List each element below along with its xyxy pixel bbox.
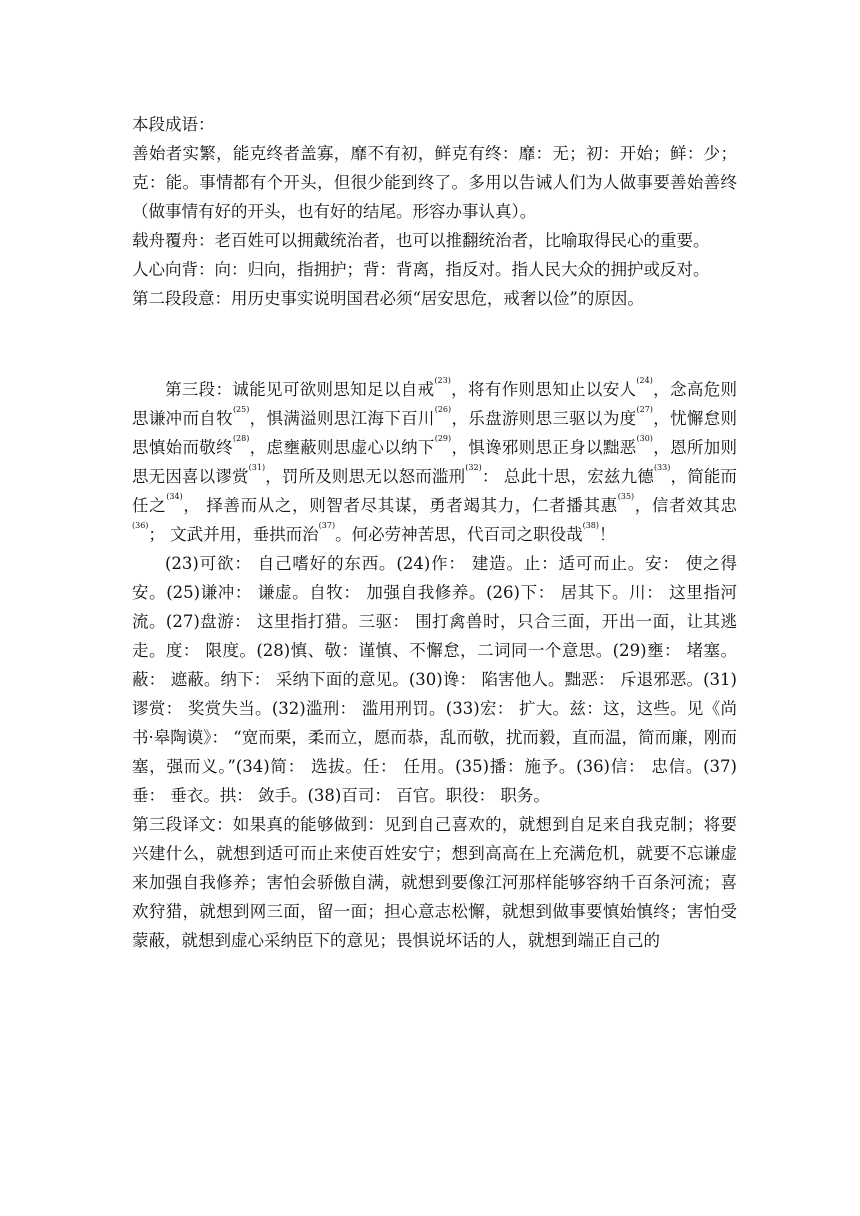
section-label: 本段成语： xyxy=(132,115,215,134)
para3-text: 第三段：诚能见可欲则思知足以自戒$^{(23)}$，将有作则思知止以安人$^{(24)}$，念高危则思谦冲而自牧$^{(25)}$，惧满溢则思江海下百川$^{(26)}$，乐盘游则思三驱以为度$^{(27)}$，忧懈怠则思慎始而敬终$^{(28)}$，虑壅蔽则思虚心以纳下$^{(29)}$，惧谗邪则思正身以黜恶$^{(30)}$，恩所加则思无因喜以谬赏$^{(31)}$，罚所及则思无以怒而滥刑$^{(32)}$： 总此十思，宏兹九德$^{(33)}$，简能而任之$^{(34)}$， 择善而从之，则智者尽其谋，勇者竭其力，仁者播其惠$^{(35)}$，信者效其忠$^{(36)}$； 文武并用，垂拱而治$^{(37)}$。何必劳神苦思，代百司之职役哉$^{(38)}$！ xyxy=(132,376,738,544)
section2-meaning: 第二段段意：用历史事实说明国君必须“居安思危，戒奢以俭”的原因。 xyxy=(132,289,644,308)
para3-translation: 第三段译文：如果真的能够做到：见到自己喜欢的，就想到自足来自我克制；将要兴建什么，就想到适可而止来使百姓安宁；想到高高在上充满危机，就要不忘谦虚来加强自我修养；害怕会骄傲自满，就想到要像江河那样能够容纳千百条河流；喜欢狩猎，就想到网三面，留一面；担心意志松懈，就想到做事要慎始慎终；害怕受蒙蔽，就想到虚心采纳臣下的意见；畏惧说坏话的人，就想到端正自己的 xyxy=(132,815,737,950)
para3-section xyxy=(132,375,737,955)
idiom-entry: 善始者实繁，能克终者盖寡，靡不有初，鲜克有终：靡：无；初：开始；鲜：少；克：能。事情都有个开头，但很少能到终了。多用以告诫人们为人做事要善始善终（做事情有好的开头，也有好的结尾。形容办事认真）。 xyxy=(132,144,737,221)
idiom-entry: 人心向背：向：归向，指拥护；背：背离，指反对。指人民大众的拥护或反对。 xyxy=(132,260,710,279)
idiom-entry: 载舟覆舟：老百姓可以拥戴统治者，也可以推翻统治者，比喻取得民心的重要。 xyxy=(132,231,710,250)
idiom-section xyxy=(132,110,737,313)
para3-notes: (23)可欲： 自己嗜好的东西。(24)作： 建造。止：适可而止。安： 使之得安。(25)谦冲： 谦虚。自牧： 加强自我修养。(26)下： 居其下。川： 这里指河流。(27)盘游： 这里指打猎。三驱： 围打禽兽时，只合三面，开出一面，让其逃走。度： 限度。(28)慎、敬：谨慎、不懈怠，二词同一个意思。(29)壅： 堵塞。蔽： 遮蔽。纳下： 采纳下面的意见。(30)谗： 陷害他人。黜恶： 斥退邪恶。(31)谬赏： 奖赏失当。(32)滥刑： 滥用刑罚。(33)宏： 扩大。兹：这，这些。见《尚书·皋陶谟》： “宽而栗，柔而立，愿而恭，乱而敬，扰而毅，直而温，简而廉，刚而塞，强而义。”(34)简： 选拔。任： 任用。(35)播：施予。(36)信： 忠信。(37)垂： 垂衣。拱： 敛手。(38)百司： 百官。职役： 职务。 xyxy=(132,554,737,805)
